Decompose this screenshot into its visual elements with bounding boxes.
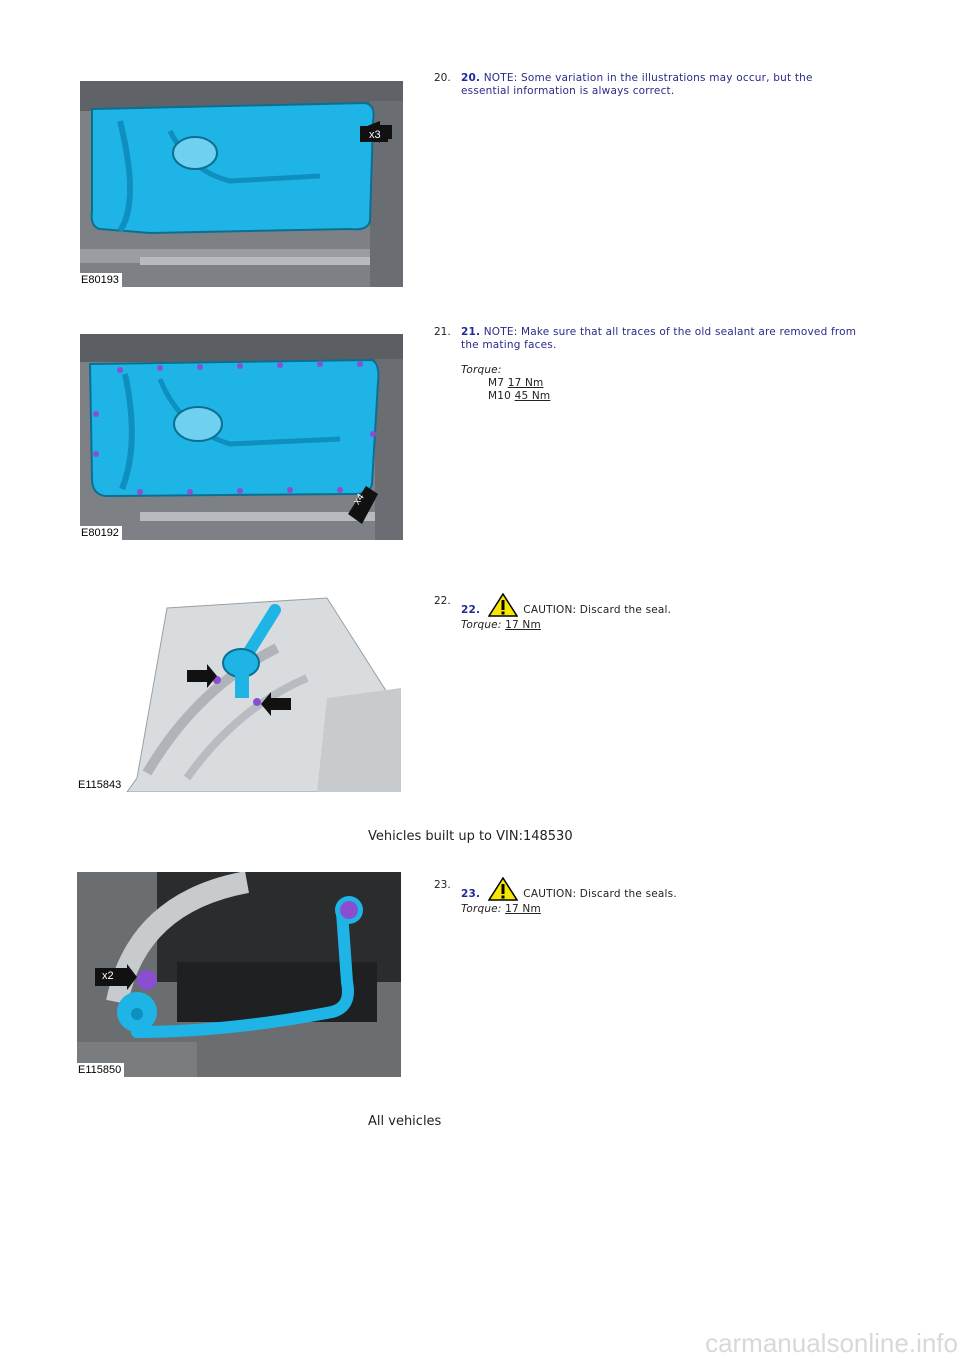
torque-block — [461, 364, 502, 377]
torque-size: M10 — [488, 390, 512, 402]
caution-text: CAUTION: Discard the seal. — [523, 604, 672, 616]
torque-value: 45 Nm — [514, 390, 551, 402]
warning-triangle-icon — [488, 593, 518, 617]
step-bold-number: 20. — [461, 72, 481, 84]
step-note: NOTE: Make sure that all traces of the old sealant are removed from — [483, 326, 857, 338]
torque-value: 17 Nm — [507, 377, 544, 389]
step-instruction — [461, 326, 911, 352]
step-number: 23. — [434, 879, 451, 891]
figure-id: E115843 — [77, 778, 124, 792]
warning-triangle-icon — [488, 877, 518, 901]
oil-pan-bolt-illustration — [80, 334, 403, 540]
figure-id: E115850 — [77, 1063, 124, 1077]
callout-label: x3 — [369, 129, 381, 141]
step-bold-number: 23. — [461, 888, 481, 900]
torque-block — [461, 619, 541, 632]
torque-block — [461, 903, 541, 916]
section-heading-all: All vehicles — [368, 1114, 442, 1129]
torque-size: M7 — [488, 377, 505, 389]
torque-value: 17 Nm — [505, 903, 541, 915]
figure-id: E80193 — [80, 273, 122, 287]
step-number: 22. — [434, 595, 451, 607]
step-bold-number: 22. — [461, 604, 481, 616]
figure-e80193 — [80, 81, 403, 287]
step-number: 21. — [434, 326, 451, 338]
torque-value: 17 Nm — [505, 619, 541, 631]
torque-row-m10 — [488, 390, 550, 403]
watermark: carmanualsonline.info — [705, 1328, 958, 1358]
callout-label: x2 — [102, 970, 114, 982]
torque-label: Torque: — [461, 619, 502, 631]
engine-tube-illustration — [77, 872, 401, 1077]
engine-pipe-illustration — [77, 588, 401, 792]
figure-e80192 — [80, 334, 403, 540]
figure-id: E80192 — [80, 526, 122, 540]
caution-text: CAUTION: Discard the seals. — [523, 888, 677, 900]
step-instruction — [461, 877, 677, 901]
step-number: 20. — [434, 72, 451, 84]
oil-pan-illustration — [80, 81, 403, 287]
torque-label: Torque: — [461, 903, 502, 915]
callout-label: x4 — [351, 492, 367, 507]
step-instruction — [461, 72, 901, 98]
section-heading-vin: Vehicles built up to VIN:148530 — [368, 829, 573, 844]
step-bold-number: 21. — [461, 326, 481, 338]
torque-row-m7 — [488, 377, 543, 390]
step-instruction — [461, 593, 671, 617]
figure-e115850 — [77, 872, 401, 1077]
step-note-cont: the mating faces. — [461, 339, 557, 351]
step-note: NOTE: Some variation in the illustrations may occur, but the — [483, 72, 813, 84]
step-note-cont: essential information is always correct. — [461, 85, 675, 97]
torque-label: Torque: — [461, 364, 502, 376]
figure-e115843 — [77, 588, 401, 792]
